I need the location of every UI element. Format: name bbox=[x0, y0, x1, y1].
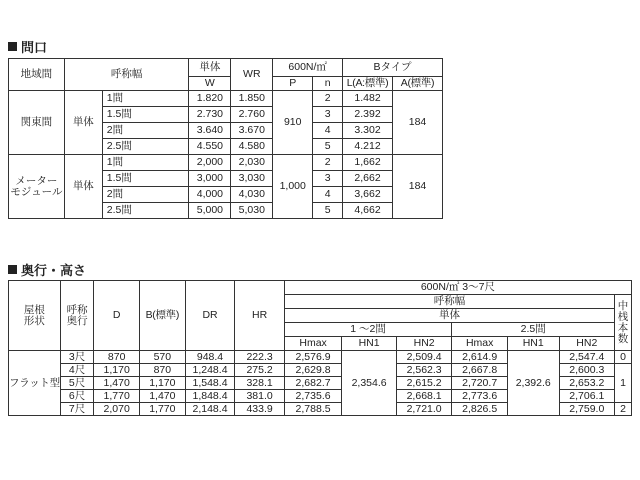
table-row bbox=[9, 91, 443, 107]
size-cell: 2間 bbox=[102, 123, 189, 139]
l-cell: 2,662 bbox=[343, 171, 393, 187]
header-dr: DR bbox=[185, 281, 235, 351]
dr-cell: 1,248.4 bbox=[185, 364, 235, 377]
n-cell: 3 bbox=[313, 171, 343, 187]
hmax-cell: 2,667.8 bbox=[452, 364, 508, 377]
header-hn1: HN1 bbox=[507, 337, 559, 351]
table-row bbox=[9, 155, 443, 171]
d-cell: 870 bbox=[94, 351, 140, 364]
header-hn2: HN2 bbox=[559, 337, 615, 351]
w-cell: 2.730 bbox=[189, 107, 231, 123]
hr-cell: 222.3 bbox=[235, 351, 284, 364]
n-cell: 4 bbox=[313, 187, 343, 203]
n-cell: 3 bbox=[313, 107, 343, 123]
wr-cell: 1.850 bbox=[231, 91, 273, 107]
header-nominal-width: 呼称幅 bbox=[64, 59, 189, 91]
l-cell: 4,662 bbox=[343, 203, 393, 219]
p-cell: 1,000 bbox=[273, 155, 313, 219]
hmax-cell: 2,614.9 bbox=[452, 351, 508, 364]
l-cell: 1.482 bbox=[343, 91, 393, 107]
header-region: 地域間 bbox=[9, 59, 65, 91]
header-d: D bbox=[94, 281, 140, 351]
square-bullet-icon bbox=[8, 265, 17, 274]
hn2-cell: 2,562.3 bbox=[396, 364, 452, 377]
header-single: 単体 bbox=[284, 309, 614, 323]
header-load: 600N/㎡ bbox=[273, 59, 343, 77]
size-cell: 2間 bbox=[102, 187, 189, 203]
wr-cell: 3,030 bbox=[231, 171, 273, 187]
depth-cell: 7尺 bbox=[60, 403, 94, 416]
size-cell: 1間 bbox=[102, 155, 189, 171]
depth-cell: 3尺 bbox=[60, 351, 94, 364]
region-cell: 関東間 bbox=[9, 91, 65, 155]
header-hmax: Hmax bbox=[284, 337, 341, 351]
hn1-cell: 2,354.6 bbox=[342, 351, 397, 416]
l-cell: 3,662 bbox=[343, 187, 393, 203]
header-wr: WR bbox=[231, 59, 273, 91]
header-p: P bbox=[273, 77, 313, 91]
hn2-cell: 2,721.0 bbox=[396, 403, 452, 416]
w-cell: 1.820 bbox=[189, 91, 231, 107]
d-cell: 1,170 bbox=[94, 364, 140, 377]
roof-cell: フラット型 bbox=[9, 351, 61, 416]
b-cell: 1,770 bbox=[139, 403, 185, 416]
n-cell: 2 bbox=[313, 91, 343, 107]
wr-cell: 4.580 bbox=[231, 139, 273, 155]
hn2-cell: 2,547.4 bbox=[559, 351, 615, 364]
hmax-cell: 2,576.9 bbox=[284, 351, 341, 364]
header-l: L(A:標準) bbox=[343, 77, 393, 91]
section-title-depth-height bbox=[8, 260, 86, 279]
n-cell: 2 bbox=[313, 155, 343, 171]
header-n: n bbox=[313, 77, 343, 91]
header-hmax: Hmax bbox=[452, 337, 508, 351]
header-group-2: 2.5間 bbox=[452, 323, 615, 337]
wr-cell: 2.760 bbox=[231, 107, 273, 123]
hn2-cell: 2,706.1 bbox=[559, 390, 615, 403]
hr-cell: 275.2 bbox=[235, 364, 284, 377]
section-title-frontage bbox=[8, 37, 47, 56]
size-cell: 2.5間 bbox=[102, 203, 189, 219]
hn2-cell: 2,509.4 bbox=[396, 351, 452, 364]
b-cell: 870 bbox=[139, 364, 185, 377]
depth-cell: 4尺 bbox=[60, 364, 94, 377]
l-cell: 4.212 bbox=[343, 139, 393, 155]
header-w: W bbox=[189, 77, 231, 91]
w-cell: 3,000 bbox=[189, 171, 231, 187]
d-cell: 1,770 bbox=[94, 390, 140, 403]
table-row bbox=[9, 59, 443, 77]
wr-cell: 4,030 bbox=[231, 187, 273, 203]
w-cell: 4.550 bbox=[189, 139, 231, 155]
d-cell: 2,070 bbox=[94, 403, 140, 416]
hr-cell: 381.0 bbox=[235, 390, 284, 403]
wr-cell: 3.670 bbox=[231, 123, 273, 139]
table-row bbox=[9, 351, 632, 364]
header-group-1: 1 〜2間 bbox=[284, 323, 452, 337]
header-b: B(標準) bbox=[139, 281, 185, 351]
square-bullet-icon bbox=[8, 42, 17, 51]
header-hn2: HN2 bbox=[396, 337, 452, 351]
l-cell: 2.392 bbox=[343, 107, 393, 123]
header-hn1: HN1 bbox=[342, 337, 397, 351]
b-cell: 1,170 bbox=[139, 377, 185, 390]
hmax-cell: 2,629.8 bbox=[284, 364, 341, 377]
header-single: 単体 bbox=[189, 59, 231, 77]
size-cell: 1間 bbox=[102, 91, 189, 107]
hmax-cell: 2,788.5 bbox=[284, 403, 341, 416]
w-cell: 2,000 bbox=[189, 155, 231, 171]
posts-cell: 2 bbox=[615, 403, 632, 416]
size-cell: 1.5間 bbox=[102, 107, 189, 123]
w-cell: 3.640 bbox=[189, 123, 231, 139]
l-cell: 3.302 bbox=[343, 123, 393, 139]
n-cell: 5 bbox=[313, 203, 343, 219]
hn1-cell: 2,392.6 bbox=[507, 351, 559, 416]
hmax-cell: 2,735.6 bbox=[284, 390, 341, 403]
d-cell: 1,470 bbox=[94, 377, 140, 390]
size-cell: 1.5間 bbox=[102, 171, 189, 187]
region-cell: メーター モジュール bbox=[9, 155, 65, 219]
size-cell: 2.5間 bbox=[102, 139, 189, 155]
hn2-cell: 2,615.2 bbox=[396, 377, 452, 390]
dr-cell: 1,848.4 bbox=[185, 390, 235, 403]
hr-cell: 328.1 bbox=[235, 377, 284, 390]
header-btype: Bタイプ bbox=[343, 59, 443, 77]
wr-cell: 2,030 bbox=[231, 155, 273, 171]
header-nominal-width: 呼称幅 bbox=[284, 295, 614, 309]
type-cell: 単体 bbox=[64, 155, 102, 219]
depth-height-table bbox=[8, 280, 632, 416]
b-cell: 570 bbox=[139, 351, 185, 364]
hmax-cell: 2,773.6 bbox=[452, 390, 508, 403]
a-cell: 184 bbox=[393, 91, 443, 155]
section-title-text: 問口 bbox=[21, 40, 48, 55]
hn2-cell: 2,600.3 bbox=[559, 364, 615, 377]
hn2-cell: 2,653.2 bbox=[559, 377, 615, 390]
dr-cell: 1,548.4 bbox=[185, 377, 235, 390]
b-cell: 1,470 bbox=[139, 390, 185, 403]
l-cell: 1,662 bbox=[343, 155, 393, 171]
table-row bbox=[9, 281, 632, 295]
header-depth: 呼称 奥行 bbox=[60, 281, 94, 351]
n-cell: 5 bbox=[313, 139, 343, 155]
hmax-cell: 2,682.7 bbox=[284, 377, 341, 390]
w-cell: 4,000 bbox=[189, 187, 231, 203]
hmax-cell: 2,720.7 bbox=[452, 377, 508, 390]
section-title-text: 奥行・高さ bbox=[21, 263, 87, 278]
hn2-cell: 2,759.0 bbox=[559, 403, 615, 416]
posts-cell: 0 bbox=[615, 351, 632, 364]
type-cell: 単体 bbox=[64, 91, 102, 155]
frontage-table bbox=[8, 58, 443, 219]
depth-cell: 5尺 bbox=[60, 377, 94, 390]
header-roof: 屋根 形状 bbox=[9, 281, 61, 351]
n-cell: 4 bbox=[313, 123, 343, 139]
hmax-cell: 2,826.5 bbox=[452, 403, 508, 416]
header-hr: HR bbox=[235, 281, 284, 351]
p-cell: 910 bbox=[273, 91, 313, 155]
wr-cell: 5,030 bbox=[231, 203, 273, 219]
header-a: A(標準) bbox=[393, 77, 443, 91]
hn2-cell: 2,668.1 bbox=[396, 390, 452, 403]
dr-cell: 2,148.4 bbox=[185, 403, 235, 416]
header-load: 600N/㎡ 3〜7尺 bbox=[284, 281, 631, 295]
a-cell: 184 bbox=[393, 155, 443, 219]
w-cell: 5,000 bbox=[189, 203, 231, 219]
depth-cell: 6尺 bbox=[60, 390, 94, 403]
header-posts: 中桟 本数 bbox=[615, 295, 632, 351]
posts-cell: 1 bbox=[615, 364, 632, 403]
hr-cell: 433.9 bbox=[235, 403, 284, 416]
dr-cell: 948.4 bbox=[185, 351, 235, 364]
